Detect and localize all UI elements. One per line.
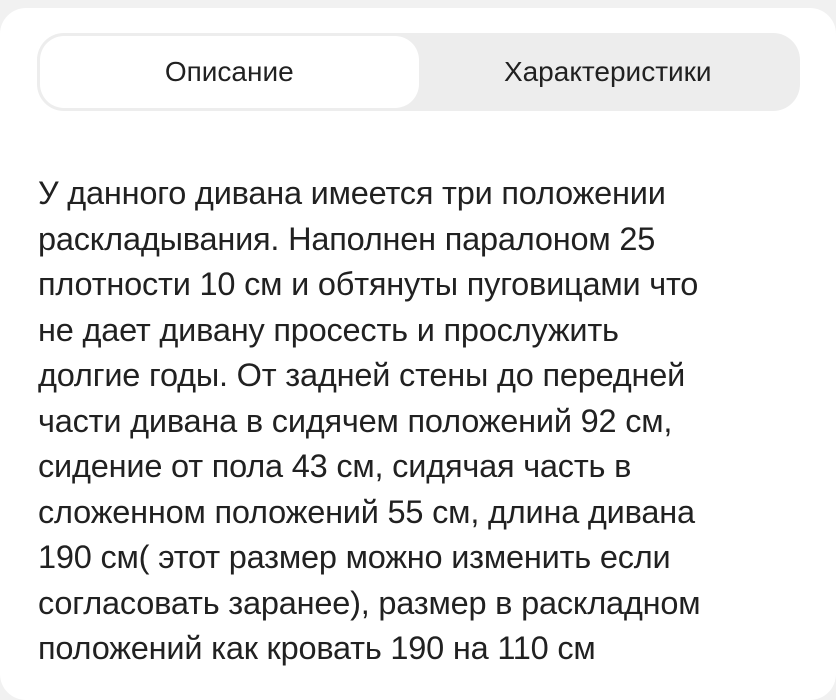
tab-bar bbox=[37, 33, 800, 111]
description-text bbox=[38, 171, 806, 672]
tab-description-label: Описание bbox=[164, 56, 294, 87]
description-line: согласовать заранее), размер в раскладном bbox=[38, 584, 701, 621]
description-line: положений как кровать 190 на 110 см bbox=[38, 630, 596, 666]
content-card bbox=[0, 8, 836, 700]
description-line: 190 см( этот размер можно изменить если bbox=[38, 539, 671, 575]
description-line: сложенном положений 55 см, длина дивана bbox=[38, 493, 695, 530]
description-line: не дает дивану просесть и прослужить bbox=[38, 311, 619, 348]
description-line: сидение от пола 43 см, сидячая часть в bbox=[38, 448, 632, 484]
description-line: плотности 10 см и обтянуты пуговицами что bbox=[38, 266, 699, 302]
tab-description[interactable] bbox=[40, 36, 419, 108]
description-line: долгие годы. От задней стены до передней bbox=[38, 357, 686, 393]
description-line: раскладывания. Наполнен паралоном 25 bbox=[38, 220, 656, 257]
description-line: У данного дивана имеется три положении bbox=[38, 175, 666, 211]
tab-characteristics[interactable] bbox=[419, 36, 798, 108]
description-line: части дивана в сидячем положений 92 см, bbox=[38, 402, 673, 439]
tab-characteristics-label: Характеристики bbox=[503, 56, 712, 87]
